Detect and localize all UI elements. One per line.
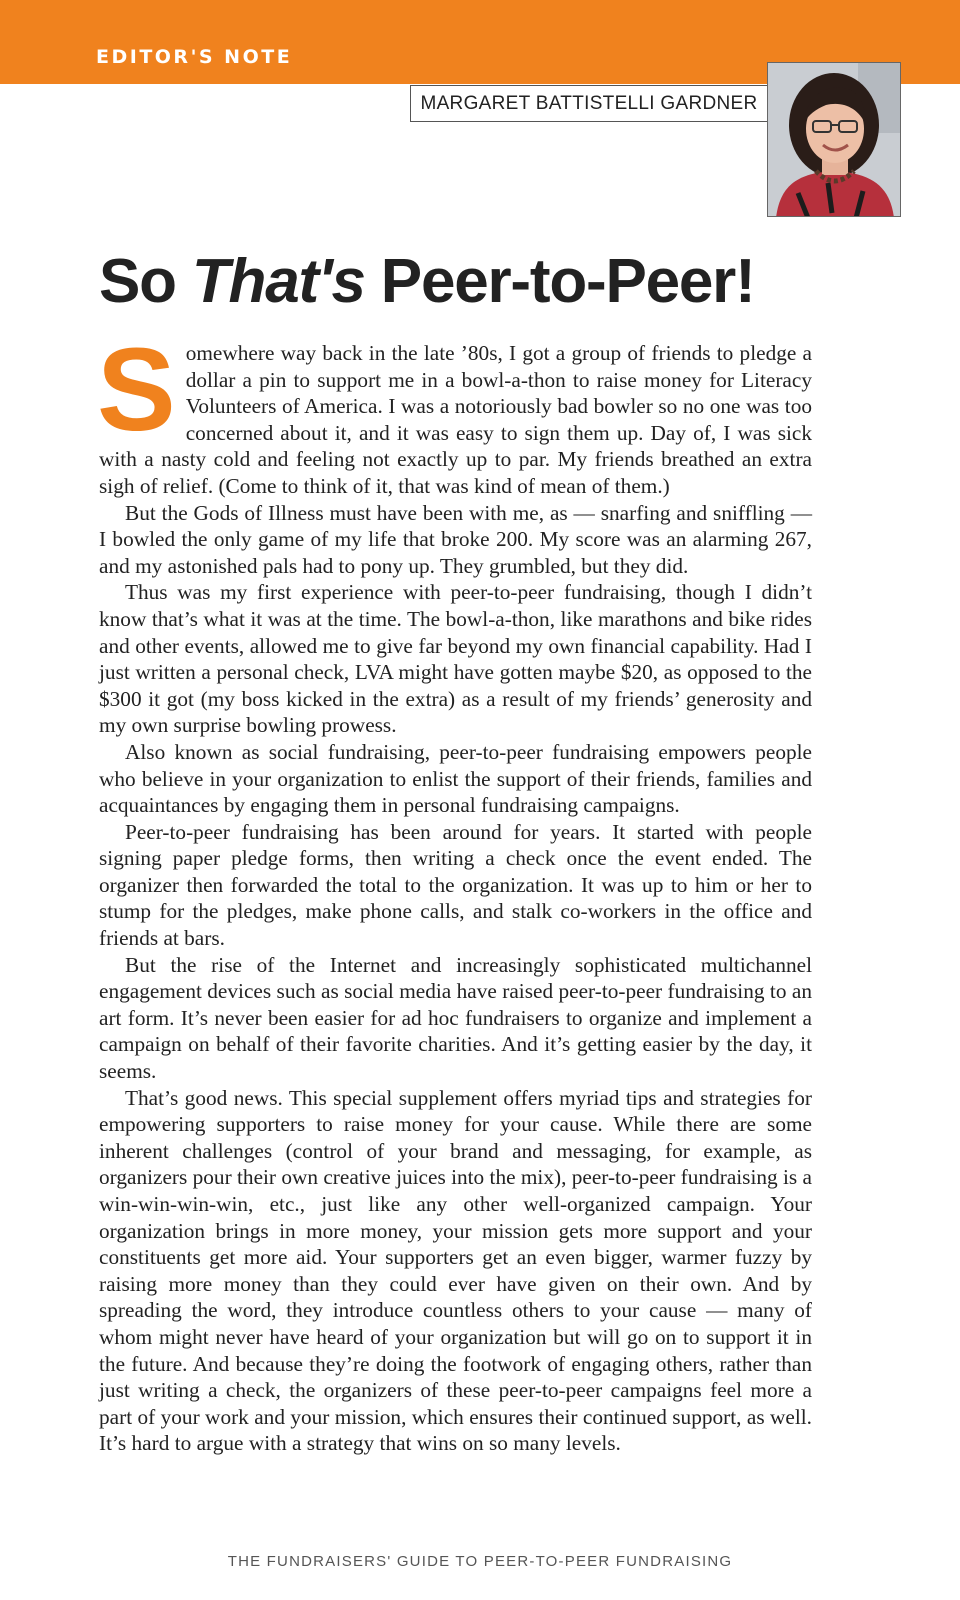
drop-cap: S [97,324,176,456]
paragraph-1 [97,324,812,500]
paragraph-7: That’s good news. This special supplement offers myriad tips and strategies for empowering supporters to raise money for your cause. While there are some inherent challenges (control of your brand and messaging, for example, as organizers pour their own creative juices into the mix), peer-to-peer fundraising is a win-win-win-win, etc., just like any other well-organized campaign. Your organization brings in more money, your mission gets more support and your constituents get more aid. Your supporters get an even bigger, warmer fuzzy by raising more money than they could ever have given on their own. And by spreading the word, they introduce countless others to your cause — many of whom might never have heard of your organization but will go on to support it in the future. And because they’re doing the footwork of engaging others, rather than just writing a check, the organizers of these peer-to-peer campaigns feel more a part of your work and your mission, which ensures their continued support, as well. It’s hard to argue with a strategy that wins on so many levels. [99,1085,812,1456]
author-byline [410,85,768,122]
page-title [99,246,755,317]
author-name: MARGARET BATTISTELLI GARDNER [420,92,758,114]
title-part-2: Peer-to-Peer! [364,247,755,316]
article-body [97,324,812,1457]
title-emphasis: That's [191,247,365,316]
paragraph-2: But the Gods of Illness must have been with me, as — snarfing and sniffling — I bowled the only game of my life that broke 200. My score was an alarming 267, and my astonished pals had to pony up. They grumbled, but they did. [99,500,812,578]
paragraph-3: Thus was my first experience with peer-to-peer fundraising, though I didn’t know that’s what it was at the time. The bowl-a-thon, like marathons and bike rides and other events, allowed me to give far beyond my own financial capability. Had I just written a personal check, LVA might have gotten maybe $20, as opposed to the $300 it got (my boss kicked in the extra) as a result of my friends’ generosity and my own surprise bowling prowess. [99,580,812,738]
author-photo [767,62,901,217]
paragraph-4: Also known as social fundraising, peer-to-peer fundraising empowers people who believe in your organization to enlist the support of their friends, families and acquaintances by engaging them in personal fundraising campaigns. [99,739,812,818]
paragraph-6: But the rise of the Internet and increasingly sophisticated multichannel engagement devices such as social media have raised peer-to-peer fundraising to an art form. It’s never been easier for ad hoc fundraisers to organize and implement a campaign on behalf of their favorite charities. And it’s getting easier by the day, it seems. [99,952,812,1084]
paragraph-5: Peer-to-peer fundraising has been around for years. It started with people signing paper pledge forms, then writing a check once the event ended. The organizer then forwarded the total to the organization. It was up to him or her to stump for the pledges, make phone calls, and stalk co-workers in the office and friends at bars. [99,819,812,951]
section-label: EDITOR'S NOTE [96,46,293,68]
title-part-1: So [99,247,192,316]
page-footer: THE FUNDRAISERS' GUIDE TO PEER-TO-PEER FUNDRAISING [227,1553,733,1570]
paragraph-1-text: omewhere way back in the late ’80s, I got a group of friends to pledge a dollar a pin to support me in a bowl-a-thon to raise money for Literacy Volunteers of America. I was a notoriously bad bowler so no one was too concerned about it, and it was easy to sign them up. Day of, I was sick with a nasty cold and feeling not exactly up to par. My friends breathed an extra sigh of relief. (Come to think of it, that was kind of mean of them.) [99,341,812,498]
